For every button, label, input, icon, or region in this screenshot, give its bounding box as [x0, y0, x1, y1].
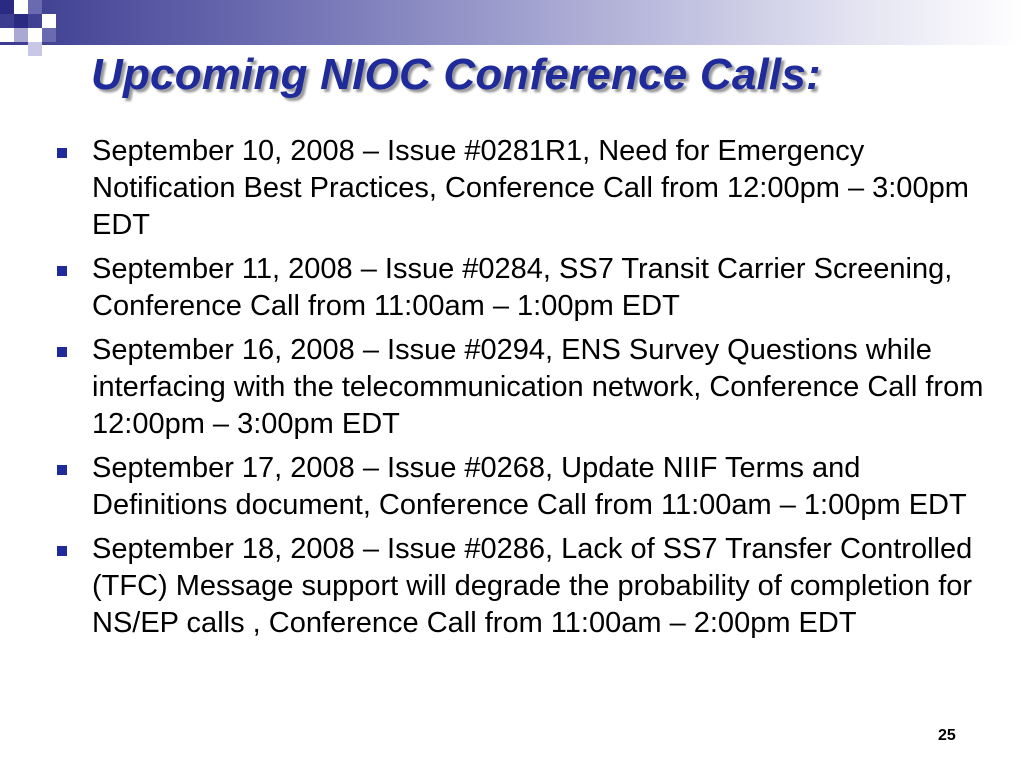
list-item-text: September 18, 2008 – Issue #0286, Lack of SS7 Transfer Controlled (TFC) Message support will degrade the probability of completion for NS/EP calls , Conference Call from 11:00am – 2:00pm EDT: [92, 533, 973, 639]
square-bullet-icon: [57, 465, 67, 475]
corner-square: [28, 42, 42, 56]
list-item-text: September 17, 2008 – Issue #0268, Update NIIF Terms and Definitions document, Conference Call from 11:00am – 1:00pm EDT: [92, 452, 967, 521]
header-gradient-bar: [0, 0, 1024, 45]
list-item-text: September 11, 2008 – Issue #0284, SS7 Transit Carrier Screening, Conference Call from 11:00am – 1:00pm EDT: [92, 253, 953, 322]
corner-square: [28, 28, 42, 42]
slide-title: Upcoming NIOC Conference Calls:: [91, 50, 821, 99]
square-bullet-icon: [57, 148, 67, 158]
corner-square: [14, 0, 28, 14]
list-item-text: September 10, 2008 – Issue #0281R1, Need for Emergency Notification Best Practices, Conference Call from 12:00pm – 3:00pm EDT: [92, 135, 969, 241]
list-item: [55, 133, 1000, 244]
corner-square: [28, 0, 42, 14]
list-item: [55, 450, 1000, 524]
list-item: [55, 332, 1000, 443]
corner-square: [42, 14, 56, 28]
square-bullet-icon: [57, 546, 67, 556]
page-number: 25: [938, 727, 956, 744]
list-item-text: September 16, 2008 – Issue #0294, ENS Survey Questions while interfacing with the telecommunication network, Conference Call from 12:00pm – 3:00pm EDT: [92, 334, 984, 440]
corner-square: [0, 28, 14, 42]
square-bullet-icon: [57, 347, 67, 357]
list-item: [55, 531, 1000, 642]
corner-square: [14, 14, 28, 28]
corner-square: [14, 28, 28, 42]
corner-square: [0, 0, 14, 14]
corner-square: [42, 28, 56, 42]
bullet-list: [55, 133, 1000, 649]
square-bullet-icon: [57, 266, 67, 276]
list-item: [55, 251, 1000, 325]
